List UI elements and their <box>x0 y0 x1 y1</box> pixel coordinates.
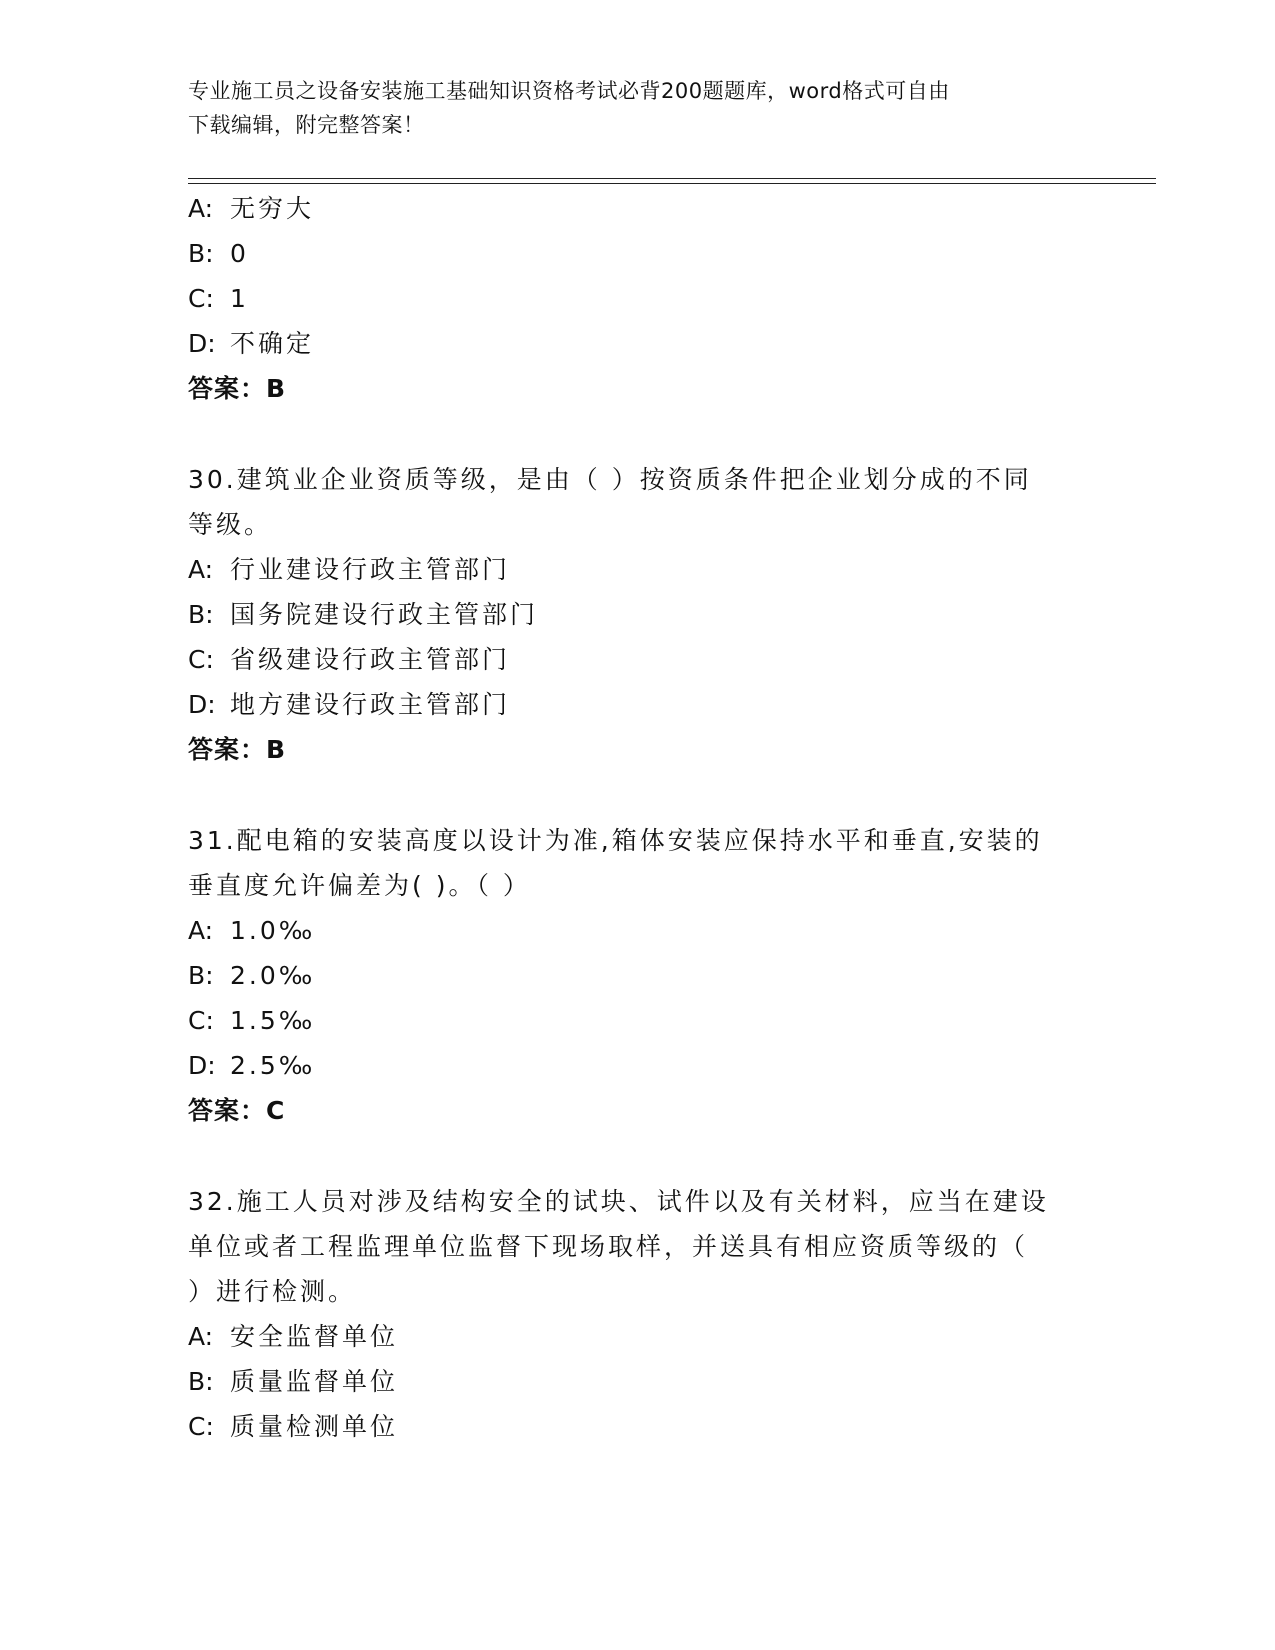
q31-answer: 答案：C <box>188 1096 286 1125</box>
header-line-2: 下载编辑，附完整答案！ <box>188 113 425 137</box>
q30-stem-line-1: 30.建筑业企业资质等级，是由（ ）按资质条件把企业划分成的不同 <box>188 465 1032 494</box>
q31-option-b: B: 2.0‰ <box>188 961 316 990</box>
q29-option-d: D: 不确定 <box>188 329 315 358</box>
q31-option-a: A: 1.0‰ <box>188 916 316 945</box>
q29-option-a: A: 无穷大 <box>188 194 315 223</box>
q30-answer: 答案：B <box>188 735 287 764</box>
q32-option-a: A: 安全监督单位 <box>188 1322 399 1351</box>
q29-option-c: C: 1 <box>188 284 249 313</box>
q32-stem-line-3: ）进行检测。 <box>188 1277 357 1306</box>
q30-stem-line-2: 等级。 <box>188 510 273 539</box>
q30-option-a: A: 行业建设行政主管部门 <box>188 555 511 584</box>
q32-option-b: B: 质量监督单位 <box>188 1367 399 1396</box>
q30-option-b: B: 国务院建设行政主管部门 <box>188 600 539 629</box>
q30-option-c: C: 省级建设行政主管部门 <box>188 645 511 674</box>
q32-stem-line-1: 32.施工人员对涉及结构安全的试块、试件以及有关材料，应当在建设 <box>188 1187 1049 1216</box>
q29-answer: 答案：B <box>188 374 287 403</box>
document-header <box>188 74 1068 142</box>
q32-option-c: C: 质量检测单位 <box>188 1412 399 1441</box>
header-line-1: 专业施工员之设备安装施工基础知识资格考试必背200题题库，word格式可自由 <box>188 79 950 103</box>
q30-option-d: D: 地方建设行政主管部门 <box>188 690 511 719</box>
q29-option-b: B: 0 <box>188 239 249 268</box>
header-divider-top <box>188 178 1156 179</box>
q31-stem-line-2: 垂直度允许偏差为( )。（ ） <box>188 871 531 900</box>
q32-stem-line-2: 单位或者工程监理单位监督下现场取样，并送具有相应资质等级的（ <box>188 1232 1029 1261</box>
q31-option-c: C: 1.5‰ <box>188 1006 316 1035</box>
header-divider-bottom <box>188 183 1156 184</box>
q31-stem-line-1: 31.配电箱的安装高度以设计为准,箱体安装应保持水平和垂直,安装的 <box>188 826 1043 855</box>
q31-option-d: D: 2.5‰ <box>188 1051 316 1080</box>
